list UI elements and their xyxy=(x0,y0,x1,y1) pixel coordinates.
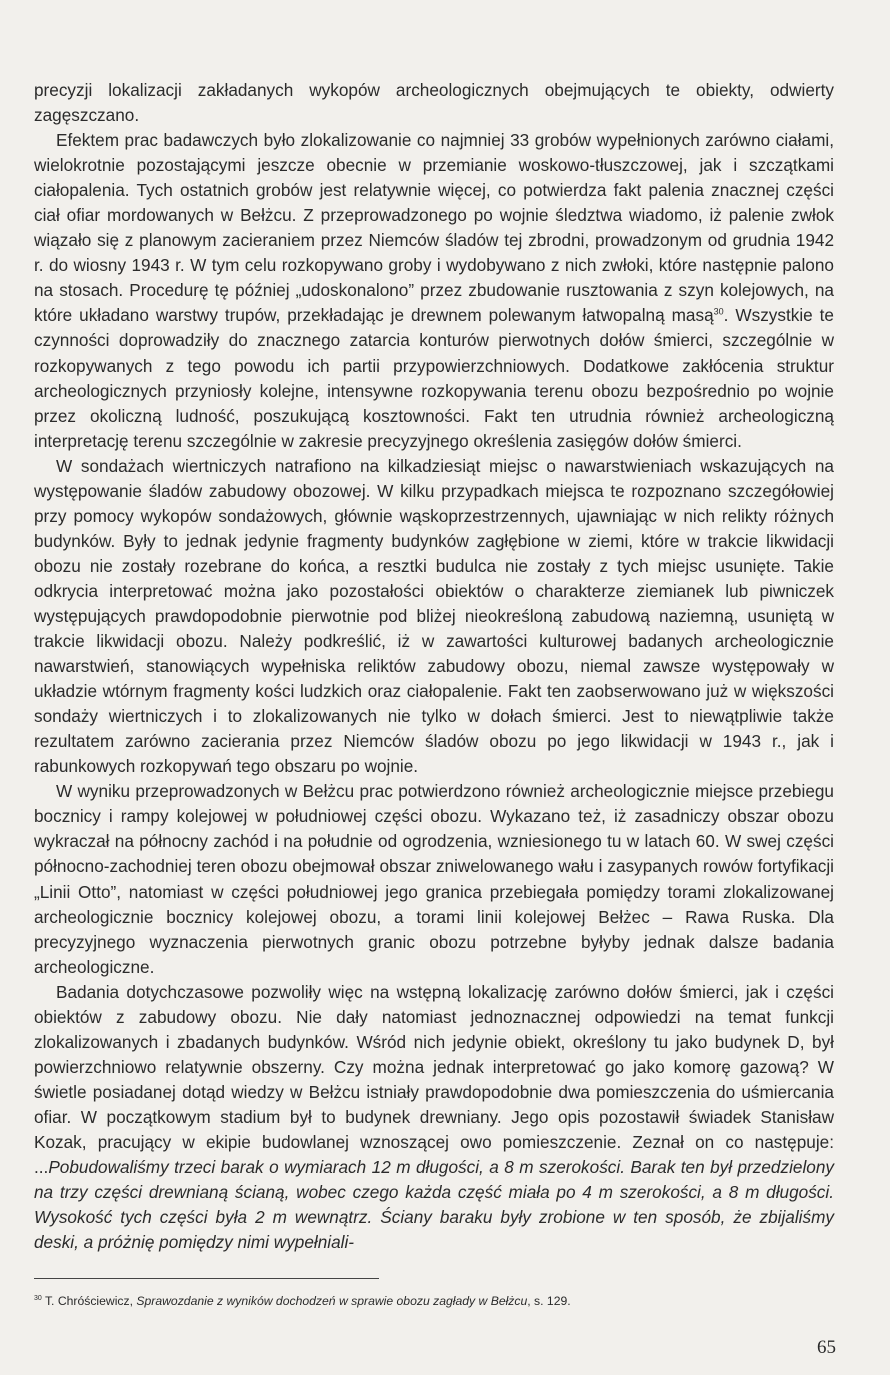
paragraph-text: precyzji lokalizacji zakładanych wykopów archeologicznych obejmujących te obiekty, odwierty zagęszczano. xyxy=(34,80,834,126)
page-number: 65 xyxy=(817,1337,836,1358)
footnote-title: Sprawozdanie z wyników dochodzeń w sprawie obozu zagłady w Bełżcu xyxy=(136,1294,528,1308)
footnote xyxy=(34,1293,834,1309)
paragraph-text: W wyniku przeprowadzonych w Bełżcu prac potwierdzono również archeologicznie miejsce przebiegu bocznicy i rampy kolejowej w południowej części obozu. Wykazano też, iż zasadniczy obszar obozu wykraczał na północny zachód i na południe od ogrodzenia, wzniesionego tu w latach 60. W swej części północno-zachodniej teren obozu obejmował obszar zniwelowanego wału i zasypanych rowów fortyfikacji „Linii Otto”, natomiast w części południowej jego granica przebiegała pomiędzy torami zlokalizowanej archeologicznie bocznicy kolejowej obozu, a torami linii kolejowej Bełżec – Rawa Ruska. Dla precyzyjnego wyznaczenia pierwotnych granic obozu potrzebne byłyby jednak dalsze badania archeologiczne. xyxy=(34,781,834,977)
paragraph-text: Badania dotychczasowe pozwoliły więc na wstępną lokalizację zarówno dołów śmierci, jak i części obiektów z zabudowy obozu. Nie dały natomiast jednoznacznej odpowiedzi na temat funkcji zlokalizowanych i zbadanych budynków. Wśród nich jedynie obiekt, określony tu jako budynek D, był powierzchniowo relatywnie obszerny. Czy można jednak interpretować go jako komorę gazową? W świetle posiadanej dotąd wiedzy w Bełżcu istniały prawdopodobnie dwa pomieszczenia do uśmiercania ofiar. W początkowym stadium był to budynek drewniany. Jego opis pozostawił świadek Stanisław Kozak, pracujący w ekipie budowlanej wznoszącej owo pomieszczenie. Zeznał on co następuje: ... xyxy=(34,981,834,1178)
main-text xyxy=(34,78,834,1255)
paragraph xyxy=(34,454,834,780)
paragraph-text: Efektem prac badawczych było zlokalizowanie co najmniej 33 grobów wypełnionych zarówno ciałami, wielokrotnie pozostającymi jeszcze obecnie w przemianie woskowo-tłuszczowej, jak i szczątkami ciałopalenia. Tych ostatnich grobów jest relatywnie więcej, co potwierdza fakt palenia znacznej części ciał ofiar mordowanych w Bełżcu. Z przeprowadzonego po wojnie śledztwa wiadomo, iż palenie zwłok wiązało się z planowym zacieraniem przez Niemców śladów tej zbrodni, prowadzonym od grudnia 1942 r. do wiosny 1943 r. W tym celu rozkopywano groby i wydobywano z nich zwłoki, które następnie palono na stosach. Procedurę tę później „udoskonalono” przez zbudowanie rusztowania z szyn kolejowych, na które układano warstwy trupów, przekładając je drewnem polewanym łatwopalną masą xyxy=(34,130,834,326)
footnote-author: T. Chróściewicz, xyxy=(41,1294,137,1308)
footnote-divider xyxy=(34,1278,379,1279)
footnote-reference: 30 xyxy=(713,306,724,317)
paragraph xyxy=(34,779,834,979)
paragraph xyxy=(34,78,834,128)
paragraph xyxy=(34,980,834,1256)
paragraph xyxy=(34,128,834,454)
paragraph-text: W sondażach wiertniczych natrafiono na kilkadziesiąt miejsc o nawarstwieniach wskazujących na występowanie śladów zabudowy obozowej. W kilku przypadkach miejsca te rozpoznano szczegółowiej przy pomocy wykopów sondażowych, głównie wąskoprzestrzennych, ujawniając w nich relikty różnych budynków. Były to jednak jedynie fragmenty budynków zagłębione w ziemi, które w trakcie likwidacji obozu nie zostały rozebrane do końca, a resztki budulca nie zostały z tych miejsc usunięte. Takie odkrycia interpretować można jako pozostałości obiektów o charakterze ziemianek lub piwniczek występujących prawdopodobnie pierwotnie pod bliżej nieokreśloną zabudową naziemną, usuniętą w trakcie likwidacji obozu. Należy podkreślić, iż w zawartości kulturowej badanych archeologicznie nawarstwień, stanowiących wypełniska reliktów zabudowy obozu, niemal zawsze występowały w układzie wtórnym fragmenty kości ludzkich oraz ciałopalenie. Fakt ten zaobserwowano już w większości sondaży wiertniczych i to zlokalizowanych nie tylko w dołach śmierci. Jest to niewątpliwie także rezultatem zarówno zacierania przez Niemców śladów obozu po jego likwidacji w 1943 r., jak i rabunkowych rozkopywań tego obszaru po wojnie. xyxy=(34,455,834,777)
footnote-pages: , s. 129. xyxy=(527,1294,571,1308)
testimony-quote: Pobudowaliśmy trzeci barak o wymiarach 12 m długości, a 8 m szerokości. Barak ten był przedzielony na trzy części drewnianą ścianą, wobec czego każda część miała po 4 m szerokości, a 8 m długości. Wysokość tych części była 2 m wewnątrz. Ściany baraku były zrobione w ten sposób, że zbijaliśmy deski, a próżnię pomiędzy nimi wypełniali- xyxy=(34,1157,834,1253)
paragraph-text: . Wszystkie te czynności doprowadziły do znacznego zatarcia konturów pierwotnych dołów śmierci, szczególnie w rozkopywanych z tego powodu ich partii przypowierzchniowych. Dodatkowe zakłócenia struktur archeologicznych przyniosły kolejne, intensywne rozkopywania terenu obozu bezpośrednio po wojnie przez okoliczną ludność, poszukującą kosztowności. Fakt ten utrudnia również archeologiczną interpretację terenu szczególnie w zakresie precyzyjnego określenia zasięgów dołów śmierci. xyxy=(34,305,834,451)
footnote-number: 30 xyxy=(34,1294,42,1302)
